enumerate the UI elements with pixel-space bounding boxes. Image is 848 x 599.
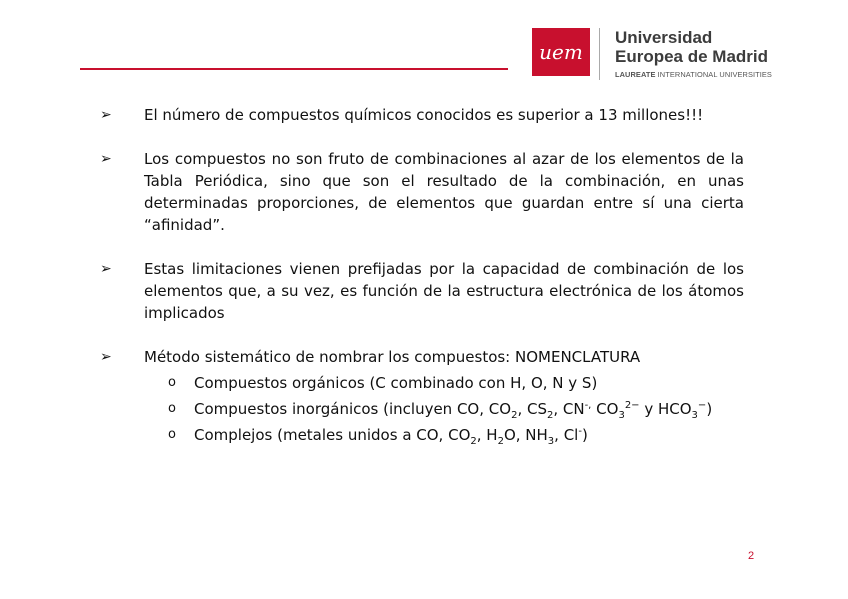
sub-item-text: Compuestos orgánicos (C combinado con H, O, N y S) <box>194 374 598 392</box>
bullet-item <box>96 104 744 126</box>
sub-item-text: , CN <box>553 400 585 418</box>
arrow-bullet-icon: ➢ <box>100 107 112 123</box>
header-rule <box>80 68 508 70</box>
sub-item-inorganic <box>96 398 744 420</box>
superscript: 2− <box>624 400 640 411</box>
logo-divider <box>599 28 600 80</box>
bullet-text: El número de compuestos químicos conocidos es superior a 13 millones!!! <box>144 106 704 124</box>
subscript: 2 <box>546 410 554 421</box>
bullet-item <box>96 258 744 324</box>
university-name <box>615 28 768 66</box>
uem-logo-mark <box>532 28 590 76</box>
circle-bullet-icon: o <box>168 375 176 390</box>
subscript: 3 <box>547 436 555 447</box>
bullet-text: Los compuestos no son fruto de combinaciones al azar de los elementos de la Tabla Periódica, sino que son el resultado de la combinación, en unas determinadas proporciones, de elementos que guardan entre sí una cierta “afinidad”. <box>144 150 744 234</box>
uem-logo <box>532 28 590 76</box>
slide-content <box>96 104 744 446</box>
superscript: - <box>578 426 582 437</box>
superscript: − <box>697 400 707 411</box>
sub-list <box>96 372 744 446</box>
arrow-bullet-icon: ➢ <box>100 151 112 167</box>
sub-item-text: CO <box>591 400 619 418</box>
laureate-bold: LAUREATE <box>615 70 656 79</box>
arrow-bullet-icon: ➢ <box>100 349 112 365</box>
sub-item-text: O, NH <box>503 426 548 444</box>
subscript: 2 <box>497 436 504 447</box>
svg-text:uem: uem <box>539 40 583 64</box>
sub-item-organic <box>96 372 744 394</box>
subscript: 3 <box>691 410 698 421</box>
sub-item-text: Compuestos inorgánicos (incluyen CO, CO <box>194 400 512 418</box>
sub-item-text: , Cl <box>554 426 579 444</box>
laureate-tagline <box>615 70 772 79</box>
sub-item-text: ) <box>706 400 713 418</box>
subscript: 3 <box>618 410 625 421</box>
laureate-rest: INTERNATIONAL UNIVERSITIES <box>655 70 772 79</box>
bullet-text: Estas limitaciones vienen prefijadas por la capacidad de combinación de los elementos que, a su vez, es función de la estructura electrónica de los átomos implicados <box>144 260 744 322</box>
bullet-item <box>96 346 744 446</box>
sub-item-complexes <box>96 424 744 446</box>
university-line-2: Europea de Madrid <box>615 47 769 66</box>
arrow-bullet-icon: ➢ <box>100 261 112 277</box>
sub-item-text: Complejos (metales unidos a CO, CO <box>194 426 471 444</box>
superscript: -, <box>584 400 592 411</box>
subscript: 2 <box>470 436 477 447</box>
sub-item-text: y HCO <box>639 400 692 418</box>
page-number: 2 <box>748 550 755 562</box>
university-line-1: Universidad <box>615 28 713 47</box>
bullet-item <box>96 148 744 236</box>
sub-item-text: , CS <box>517 400 547 418</box>
circle-bullet-icon: o <box>168 401 176 416</box>
subscript: 2 <box>511 410 518 421</box>
circle-bullet-icon: o <box>168 427 176 442</box>
bullet-text: Método sistemático de nombrar los compuestos: NOMENCLATURA <box>144 348 641 366</box>
sub-item-text: , H <box>476 426 498 444</box>
sub-item-text: ) <box>581 426 588 444</box>
